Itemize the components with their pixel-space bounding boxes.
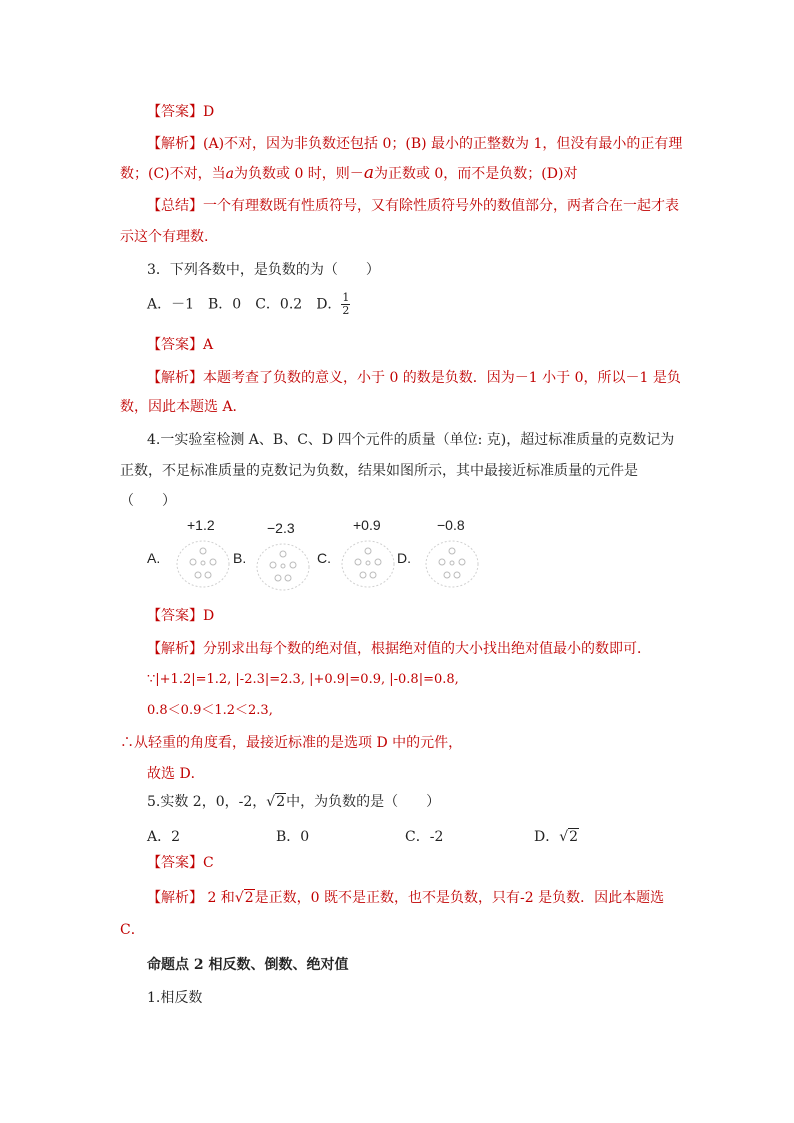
q3-analysis-line-1 <box>147 368 681 388</box>
answer-value: D <box>203 104 215 120</box>
fraction-one-half <box>341 292 350 317</box>
q4-stem-line-2: 正数，不足标准质量的克数记为负数，结果如图所示，其中最接近标准质量的元件是 <box>120 463 638 479</box>
analysis-text: 是正数，0 既不是正数，也不是负数，只有-2 是负数．因此本题选 <box>254 890 665 906</box>
answer-tag: 【答案】 <box>147 855 203 871</box>
analysis-text: 分别求出每个数的绝对值，根据绝对值的大小找出绝对值最小的数即可． <box>203 641 651 657</box>
q5-option-d-text: D． <box>534 829 560 845</box>
section-title: 命题点 2 相反数、倒数、绝对值 <box>147 957 349 973</box>
q3-answer-line <box>147 335 213 355</box>
analysis-text: 数；(C)不对，当 <box>120 166 226 182</box>
analysis-text: 本题考查了负数的意义，小于 0 的数是负数．因为－1 小于 0，所以－1 是负 <box>203 370 681 386</box>
summary-tag: 【总结】 <box>147 198 203 214</box>
q5-stem-text: 中，为负数的是（ ） <box>286 794 441 810</box>
component-a-icon <box>174 538 232 590</box>
sqrt-two: √2 <box>266 794 286 810</box>
option-label-d: D. <box>397 550 411 566</box>
analysis-text: 为负数或 0 时，则－ <box>234 166 364 182</box>
component-c-icon <box>339 538 397 590</box>
analysis-tag: 【解析】 <box>147 641 203 657</box>
answer-value: A <box>203 337 214 353</box>
sqrt-radicand: 2 <box>569 829 579 845</box>
q3-stem: 3．下列各数中，是负数的为（ ） <box>147 262 380 278</box>
sqrt-two: √2 <box>234 890 254 906</box>
answer-tag: 【答案】 <box>147 337 203 353</box>
q4-choose: 故选 D． <box>147 766 205 782</box>
answer-value: C <box>203 855 214 871</box>
fraction-numerator: 1 <box>342 291 350 304</box>
q4-stem-line-1: 4.一实验室检测 A、B、C、D 四个元件的质量（单位: 克)，超过标准质量的克数记为 <box>147 432 675 448</box>
element-value-a: +1.2 <box>187 517 215 533</box>
option-label-a: A. <box>147 550 161 566</box>
element-value-c: +0.9 <box>353 517 381 533</box>
q3-options-text: A．－1 B．0 C．0.2 D． <box>147 296 342 313</box>
q5-option-d <box>534 827 579 847</box>
section-subtitle: 1.相反数 <box>147 990 203 1006</box>
q2-summary-line-1 <box>147 196 679 216</box>
analysis-tag: 【解析】 <box>147 890 203 906</box>
q5-answer-line <box>147 853 214 873</box>
q4-calc-line-1: ∵|+1.2|=1.2, |-2.3|=2.3, |+0.9|=0.9, |-0.8|=0.8, <box>147 672 459 687</box>
answer-tag: 【答案】 <box>147 104 203 120</box>
q4-answer-line <box>147 606 214 626</box>
q4-stem-line-3: （ ） <box>120 493 176 509</box>
element-value-d: −0.8 <box>437 517 465 533</box>
component-d-icon <box>423 538 481 590</box>
analysis-tag: 【解析】 <box>147 136 203 152</box>
q2-answer-line <box>147 102 214 122</box>
option-label-b: B. <box>233 550 247 566</box>
answer-tag: 【答案】 <box>147 608 203 624</box>
q4-analysis-line-1 <box>147 639 651 659</box>
analysis-tag: 【解析】 <box>147 370 203 386</box>
option-label-c: C. <box>317 550 331 566</box>
q5-stem-text: 5.实数 2，0，-2， <box>147 794 267 810</box>
variable-a: a <box>225 166 234 182</box>
q5-stem <box>147 792 440 812</box>
q5-analysis-line-2: C． <box>120 922 145 938</box>
q5-analysis-line-1 <box>147 888 664 908</box>
analysis-text: 2 和 <box>203 890 235 906</box>
q3-analysis-line-2: 数，因此本题选 A． <box>120 399 247 415</box>
q5-option-b: B．0 <box>276 829 310 845</box>
fraction-denominator: 2 <box>342 304 350 317</box>
q2-analysis-line-2 <box>120 163 577 184</box>
analysis-text: (A)不对，因为非负数还包括 0；(B) 最小的正整数为 1，但没有最小的正有理 <box>203 136 683 152</box>
q5-option-a: A．2 <box>147 829 181 845</box>
sqrt-radicand: 2 <box>244 890 254 906</box>
variable-a: a <box>363 163 374 183</box>
q2-summary-line-2: 示这个有理数. <box>120 229 209 245</box>
q4-conclusion: ∴从轻重的角度看，最接近标准的是选项 D 中的元件， <box>120 735 463 751</box>
q4-calc-line-2: 0.8＜0.9＜1.2＜2.3, <box>147 703 273 718</box>
q3-options <box>147 292 350 317</box>
component-b-icon <box>254 541 312 593</box>
q5-option-c: C．-2 <box>405 829 444 845</box>
sqrt-radicand: 2 <box>276 794 286 810</box>
analysis-text: 为正数或 0，而不是负数；(D)对 <box>373 166 578 182</box>
q2-analysis-line-1 <box>147 134 682 154</box>
element-value-b: −2.3 <box>267 520 295 536</box>
sqrt-two: √2 <box>559 829 579 845</box>
summary-text: 一个有理数既有性质符号，又有除性质符号外的数值部分，两者合在一起才表 <box>203 198 679 214</box>
answer-value: D <box>203 608 215 624</box>
